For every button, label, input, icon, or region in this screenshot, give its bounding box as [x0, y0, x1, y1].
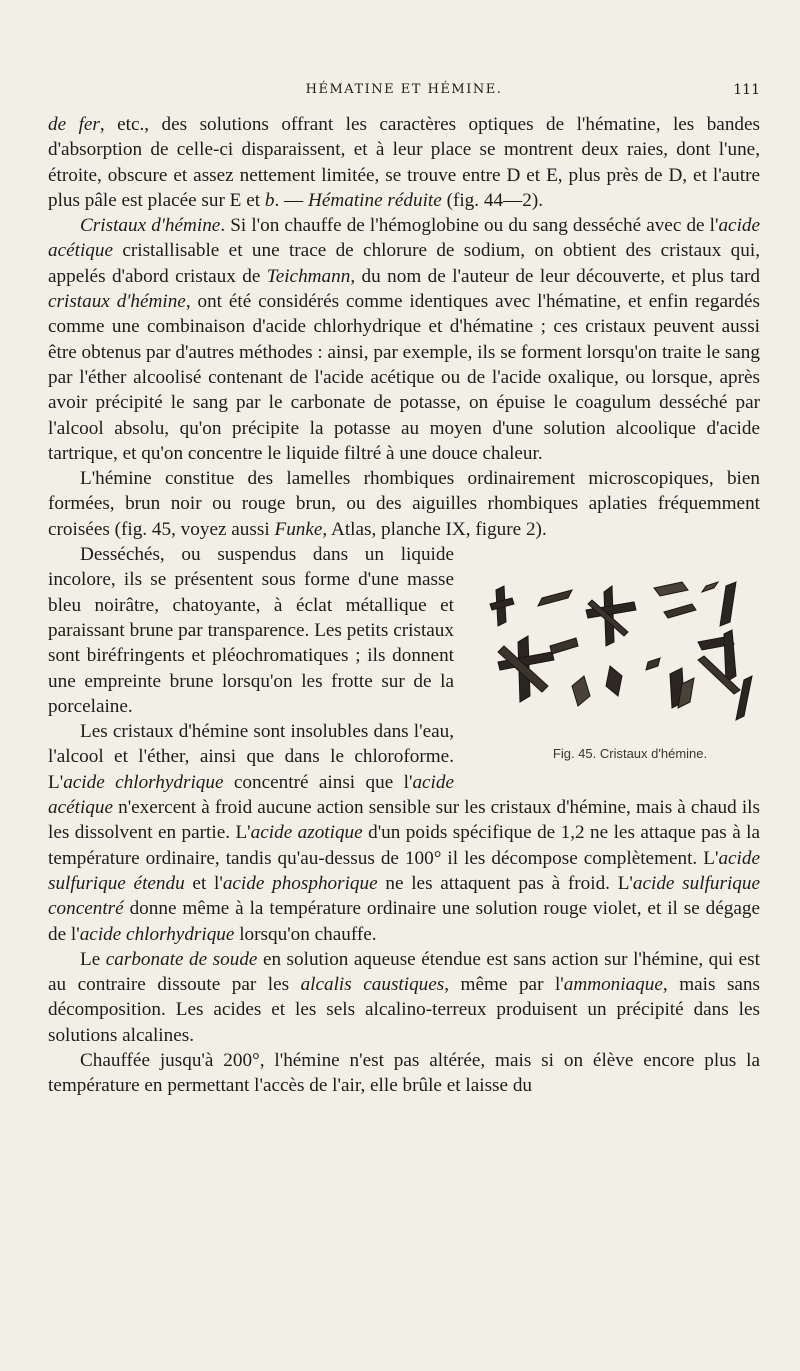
italic-run: acide phosphorique: [222, 872, 378, 894]
paragraph: [48, 1048, 760, 1099]
text-run: , mais sans décomposition. Les acides et les sels alcalino-terreux produisent un précipité dans les solutions alcalines.: [48, 974, 760, 1046]
text-run: , même par l': [444, 974, 564, 996]
text-run: donne même à la température ordinaire une solution rouge violet, et il se dégage de l': [48, 898, 760, 945]
paragraph: [48, 112, 760, 213]
text-run: concentré ainsi que l': [223, 771, 413, 793]
text-run: Chauffée jusqu'à 200°, l'hémine n'est pas altérée, mais si on élève encore plus la température en permettant l'accès de l'air, elle brûle et laisse du: [48, 1049, 760, 1097]
italic-run: acide azotique: [250, 822, 363, 844]
page: [48, 0, 760, 1371]
italic-run: de fer: [48, 114, 100, 135]
text-run: Les cristaux d'hémine sont insolubles dans l'eau, l'alcool et l'éther, ainsi que dans le chloroforme. L': [48, 721, 454, 793]
text-run: Desséchés, ou suspendus dans un liquide incolore, ils se présentent sous forme d'une masse bleu noirâtre, chatoyante, à éclat métallique et paraissant brune par transparence. Les petits cristaux sont biréfringents et pléochromatiques ; ils donnent une empreinte brune lorsqu'on les frotte sur de la porcelaine.: [48, 544, 454, 717]
text-run: Le: [80, 948, 106, 970]
text-run: d'un poids spécifique de 1,2 ne les attaque pas à la température ordinaire, tandis qu'au-dessus de 100° il les décompose complètement. L': [48, 822, 760, 869]
text-run: , etc., des solutions offrant les caractères optiques de l'hématine, les bandes d'absorption de celle-ci disparaissent, et à leur place se montrent deux raies, dont l'une, étroite, obscure et assez nettement limitée, se trouve entre D et E, plus près de D, et l'autre plus pâle est placée sur E et: [48, 114, 760, 211]
italic-run: Cristaux d'hémine: [80, 215, 221, 237]
italic-run: acide acétique: [48, 215, 761, 262]
italic-run: acide sulfurique étendu: [48, 847, 760, 894]
figure-hemin-crystals: [468, 546, 760, 772]
italic-run: acide chlorhydrique: [63, 771, 224, 793]
paragraph: [48, 947, 760, 1048]
page-number: 111: [733, 82, 760, 98]
paragraph: [48, 213, 760, 466]
body-text: [48, 112, 760, 1099]
italic-run: acide sulfurique concentré: [48, 872, 760, 920]
crystals-illustration: [468, 546, 760, 772]
text-run: et l': [184, 872, 223, 894]
italic-run: acide acétique: [48, 771, 454, 819]
italic-run: acide chlorhydrique: [79, 923, 235, 945]
text-run: . Si l'on chauffe de l'hémoglobine ou du sang desséché avec de l': [220, 215, 719, 237]
running-header: [48, 82, 760, 104]
italic-run: alcalis caustiques: [300, 974, 445, 996]
italic-run: cristaux d'hémine: [48, 291, 186, 313]
text-run: . —: [274, 189, 309, 211]
text-run: lorsqu'on chauffe.: [234, 923, 377, 945]
text-run: n'exercent à froid aucune action sensible sur les cristaux d'hémine, mais à chaud ils les dissolvent en partie. L': [48, 797, 760, 844]
text-run: L'hémine constitue des lamelles rhombiques ordinairement microscopiques, bien formées, brun noir ou rouge brun, ou des aiguilles rhombiques aplaties fréquemment croisées (fig. 45, voyez aussi: [48, 468, 760, 540]
text-run: , ont été considérés comme identiques avec l'hématine, et enfin regardés comme une combinaison d'acide chlorhydrique et d'hématine ; ces cristaux peuvent aussi être obtenus par d'autres méthodes : ainsi, par exemple, ils se forment lorsqu'on traite le sang par l'éther alcoolisé contenant de l'acide acétique ou de l'acide oxalique, ou lorsque, après avoir précipité le sang par le carbonate de potasse, on épuise le coagulum desséché par l'alcool absolu, qu'on précipite la potasse au moyen d'une solution alcoolique d'acide tartrique, et qu'on concentre le liquide filtré à une douce chaleur.: [48, 291, 761, 464]
text-run: cristallisable et une trace de chlorure de sodium, on obtient des cristaux qui, appelés d'abord cristaux de: [48, 240, 760, 287]
paragraph: [48, 466, 760, 542]
italic-run: ammoniaque: [563, 974, 663, 996]
text-run: , Atlas, planche IX, figure 2).: [322, 518, 547, 540]
italic-run: Hématine réduite: [308, 189, 442, 211]
running-title: HÉMATINE ET HÉMINE.: [305, 82, 503, 97]
text-run: ne les attaquent pas à froid. L': [377, 872, 633, 894]
italic-run: Funke: [274, 518, 323, 540]
text-run: , du nom de l'auteur de leur découverte, et plus tard: [350, 265, 760, 287]
italic-run: b: [264, 189, 275, 211]
text-run: (fig. 44—2).: [441, 189, 544, 211]
paragraph-text: [48, 544, 454, 717]
figure-caption: Fig. 45. Cristaux d'hémine.: [552, 745, 708, 761]
italic-run: carbonate de soude: [105, 948, 258, 970]
italic-run: Teichmann: [266, 265, 351, 287]
text-run: en solution aqueuse étendue est sans action sur l'hémine, qui est au contraire dissoute par les: [48, 948, 760, 996]
